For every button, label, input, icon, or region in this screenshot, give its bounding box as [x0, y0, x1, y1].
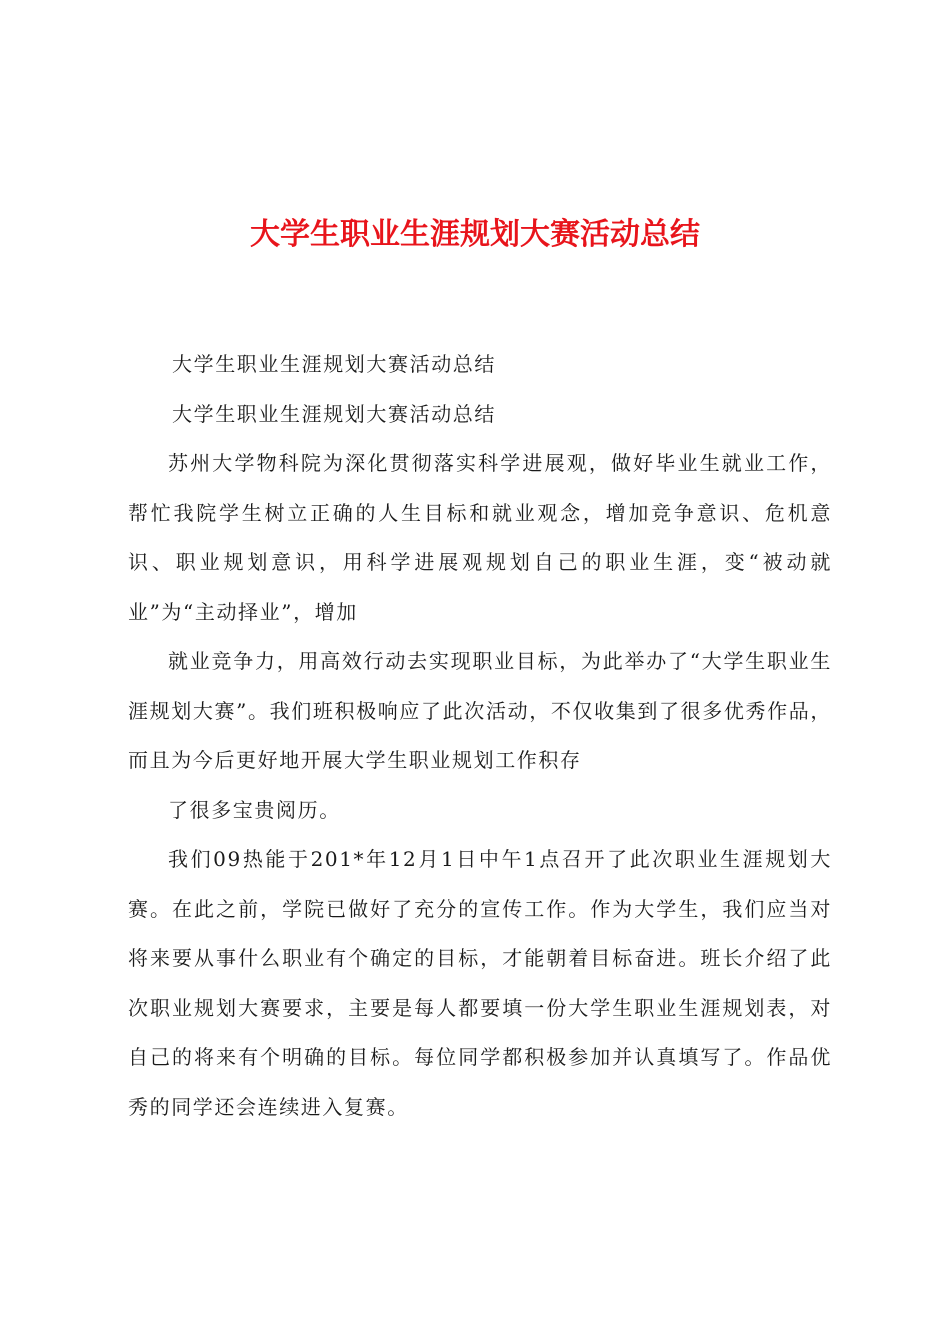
- body-paragraph-2: 大学生职业生涯规划大赛活动总结: [172, 401, 496, 426]
- body-paragraph-3: 苏州大学物科院为深化贯彻落实科学进展观，做好毕业生就业工作，帮忙我院学生树立正确的人生目标和就业观念，增加竞争意识、危机意识、职业规划意识，用科学进展观规划自己的职业生涯，变“被动就业”为“主动择业”，增加: [128, 451, 832, 624]
- body-paragraph-1: 大学生职业生涯规划大赛活动总结: [172, 352, 496, 376]
- document-title: 大学生职业生涯规划大赛活动总结: [250, 217, 700, 252]
- body-paragraph-5: 了很多宝贵阅历。: [168, 797, 341, 822]
- document-body: [128, 340, 832, 1132]
- body-paragraph-6: 我们09热能于201*年12月1日中午1点召开了此次职业生涯规划大赛。在此之前，学院已做好了充分的宣传工作。作为大学生，我们应当对将来要从事什么职业有个确定的目标，才能朝着目标奋进。班长介绍了此次职业规划大赛要求，主要是每人都要填一份大学生职业生涯规划表，对自己的将来有个明确的目标。每位同学都积极参加并认真填写了。作品优秀的同学还会连续进入复赛。: [128, 847, 832, 1119]
- body-paragraph-4: 就业竞争力，用高效行动去实现职业目标，为此举办了“大学生职业生涯规划大赛”。我们班积极响应了此次活动，不仅收集到了很多优秀作品，而且为今后更好地开展大学生职业规划工作积存: [128, 649, 832, 772]
